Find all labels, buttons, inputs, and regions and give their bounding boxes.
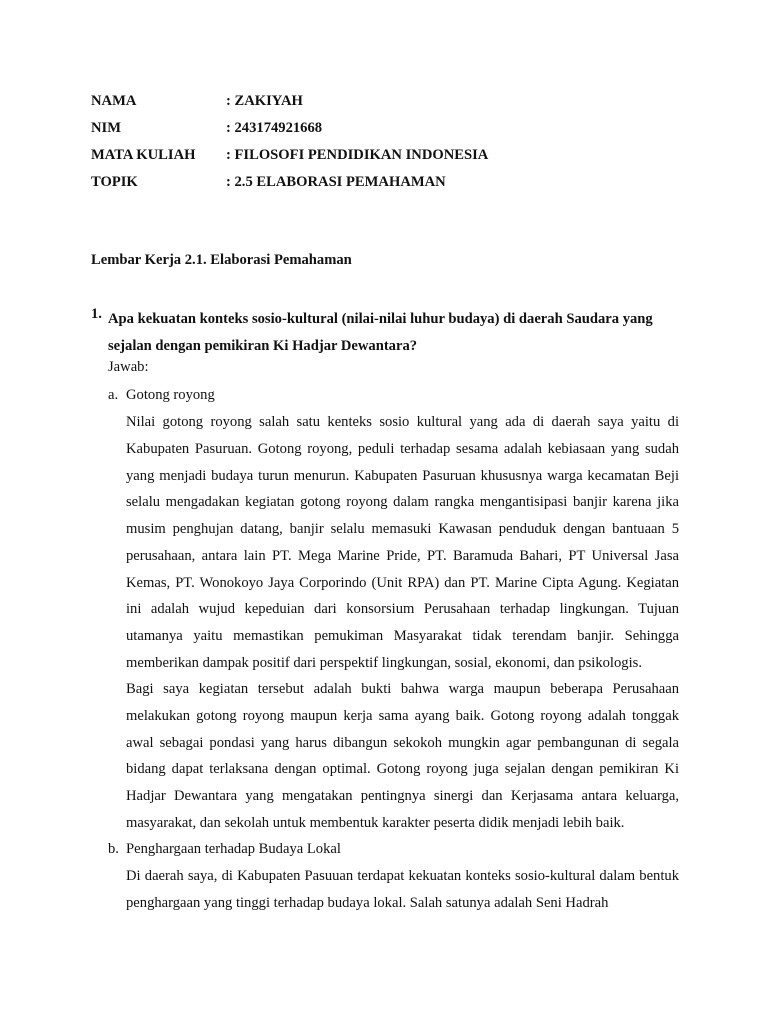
question-number: 1. <box>91 306 102 322</box>
answer-a-letter: a. <box>108 387 119 403</box>
answer-label: Jawab: <box>108 359 149 375</box>
answer-b-paragraph-1: Di daerah saya, di Kabupaten Pasuuan terdapat kekuatan konteks sosio-kultural dalam bentuk penghargaan yang tinggi terhadap budaya lokal. Salah satunya adalah Seni Hadrah <box>126 868 679 911</box>
header-label: TOPIK <box>91 174 138 190</box>
header-value: : 2.5 ELABORASI PEMAHAMAN <box>226 174 446 190</box>
worksheet-title: Lembar Kerja 2.1. Elaborasi Pemahaman <box>91 252 352 268</box>
question-text: Apa kekuatan konteks sosio-kultural (nilai-nilai luhur budaya) di daerah Saudara yang sejalan dengan pemikiran Ki Hadjar Dewantara? <box>108 311 653 354</box>
answer-a-paragraph-1: Nilai gotong royong salah satu kenteks sosio kultural yang ada di daerah saya yaitu di Kabupaten Pasuruan. Gotong royong, peduli terhadap sesama adalah kebiasaan yang sudah yang menjadi budaya turun menurun. Kabupaten Pasuruan khususnya warga kecamatan Beji selalu mengadakan kegiatan gotong royong dalam rangka mengantisipasi banjir karena jika musim penghujan datang, banjir selalu memasuki Kawasan penduduk dengan bantuaan 5 perusahaan, antara lain PT. Mega Marine Pride, PT. Baramuda Bahari, PT Universal Jasa Kemas, PT. Wonokoyo Jaya Corporindo (Unit RPA) dan PT. Marine Cipta Agung. Kegiatan ini adalah wujud kepeduian dari konsorsium Perusahaan terhadap lingkungan. Tujuan utamanya yaitu memastikan pemukiman Masyarakat tidak terendam banjir. Sehingga memberikan dampak positif dari perspektif lingkungan, sosial, ekonomi, dan psikologis. <box>126 414 679 671</box>
header-value: : 243174921668 <box>226 120 323 136</box>
answer-b-letter: b. <box>108 841 119 857</box>
header-label: NIM <box>91 120 121 136</box>
header-value: : FILOSOFI PENDIDIKAN INDONESIA <box>226 147 489 163</box>
header-label: MATA KULIAH <box>91 147 196 163</box>
answer-a-heading: Gotong royong <box>126 387 215 403</box>
header-value: : ZAKIYAH <box>226 93 303 109</box>
header-label: NAMA <box>91 93 137 109</box>
answer-b-heading: Penghargaan terhadap Budaya Lokal <box>126 841 341 857</box>
answer-a-paragraph-2: Bagi saya kegiatan tersebut adalah bukti bahwa warga maupun beberapa Perusahaan melakukan gotong royong maupun kerja sama ayang baik. Gotong royong adalah tonggak awal sebagai pondasi yang harus dibangun sekokoh mungkin agar pembangunan di segala bidang dapat terlaksana dengan optimal. Gotong royong juga sejalan dengan pemikiran Ki Hadjar Dewantara yang mengatakan pentingnya sinergi dan Kerjasama antara keluarga, masyarakat, dan sekolah untuk membentuk karakter peserta didik menjadi lebih baik. <box>126 681 679 831</box>
